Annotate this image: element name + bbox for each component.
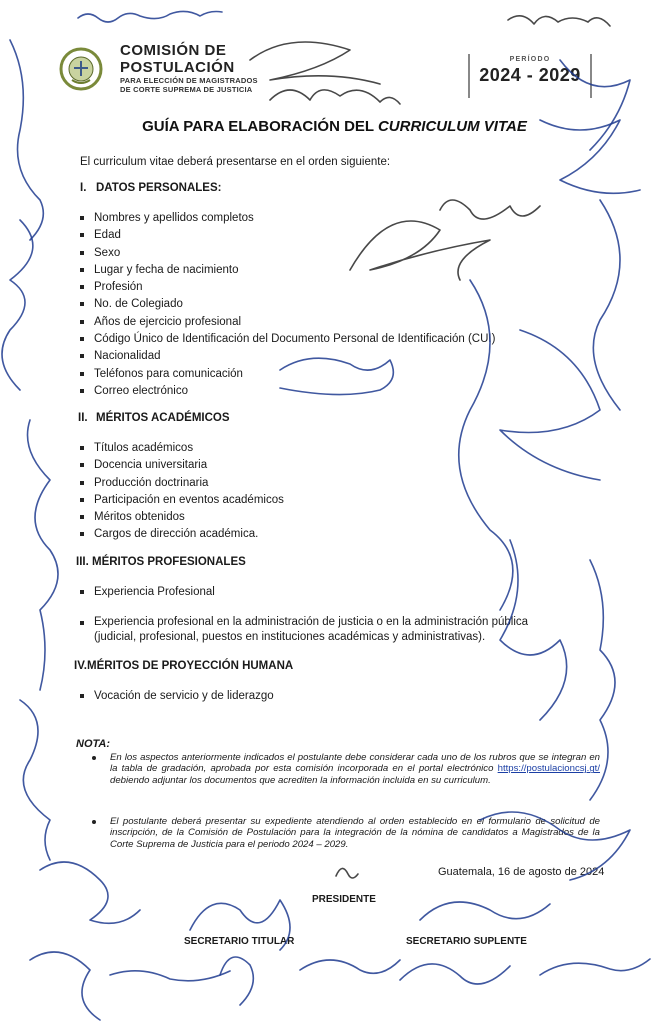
intro-text: El curriculum vitae deberá presentarse en el orden siguiente: (80, 156, 391, 168)
signature-mark (540, 959, 650, 975)
nota-title: NOTA: (76, 738, 111, 750)
section-number: III. (76, 556, 89, 568)
signature-mark (2, 220, 33, 390)
nota-item-1 (110, 752, 600, 786)
section-title-4 (74, 660, 293, 672)
secretary-suplente-label: SECRETARIO SUPLENTE (406, 936, 527, 947)
list-item: Méritos obtenidos (80, 509, 284, 526)
signature-mark (400, 964, 510, 984)
list-item: Código Único de Identificación del Documento Personal de Identificación (CUI) (80, 331, 495, 348)
section-number: IV. (74, 660, 88, 672)
nota-text: En los aspectos anteriormente indicados el postulante debe considerar cada uno de los rubros que se integran en la tabla de gradación, aprobada por esta comisión incorporada en el portal electrónico (110, 752, 600, 775)
signature-mark (110, 971, 230, 981)
list-item: Edad (80, 227, 495, 244)
list-item: Sexo (80, 245, 495, 262)
period-value: 2024 - 2029 (479, 65, 581, 85)
section-title-3 (76, 556, 246, 568)
signature-mark (420, 902, 550, 920)
nota-item-2: El postulante deberá presentar su expediente atendiendo al orden establecido en el formulario de solicitud de inscripción, de la Comisión de Postulación para la integración de la nómina de candidatos a Magistrados de la Corte Suprema de Justicia para el periodo 2024 – 2029. (110, 816, 600, 850)
list-item: Correo electrónico (80, 383, 495, 400)
signature-mark (40, 862, 140, 923)
brand-sub2: DE CORTE SUPREMA DE JUSTICIA (120, 85, 253, 94)
coat-of-arms-icon (58, 46, 104, 92)
period-label: PERÍODO (509, 56, 551, 63)
signature-mark (30, 952, 100, 1020)
list-item: Experiencia profesional en la administración de justicia o en la administración pública (judicial, profesional, puestos en instituciones académicas y administrativas). (80, 615, 570, 645)
list-item: Títulos académicos (80, 440, 284, 457)
list-item: Docencia universitaria (80, 457, 284, 474)
brand-block (120, 42, 258, 94)
list-item: Cargos de dirección académica. (80, 526, 284, 543)
section-number: II. (78, 412, 88, 424)
signature-mark (10, 40, 43, 240)
list-item: Lugar y fecha de nacimiento (80, 262, 495, 279)
signature-mark (300, 960, 400, 973)
signature-mark (336, 868, 358, 878)
title-main: GUÍA PARA ELABORACIÓN DEL (142, 118, 378, 135)
section-label: DATOS PERSONALES: (96, 182, 222, 194)
brand-line2: POSTULACIÓN (120, 59, 235, 76)
list-item: Teléfonos para comunicación (80, 366, 495, 383)
list-meritos-profesionales (80, 584, 570, 645)
section-title-2 (78, 412, 230, 424)
list-item: Nombres y apellidos completos (80, 210, 495, 227)
list-item: No. de Colegiado (80, 296, 495, 313)
signature-mark (20, 700, 50, 860)
list-item: Vocación de servicio y de liderazgo (80, 688, 274, 705)
signature-mark (28, 420, 59, 690)
period-box (468, 54, 592, 98)
list-item: Profesión (80, 279, 495, 296)
list-meritos-academicos (80, 440, 284, 544)
list-datos-personales (80, 210, 495, 400)
date-line: Guatemala, 16 de agosto de 2024 (438, 866, 605, 878)
signature-mark (593, 200, 620, 410)
nota-text: debiendo adjuntar los documentos que acrediten la información incluida en su curriculum. (110, 774, 491, 786)
section-label: MÉRITOS ACADÉMICOS (96, 412, 230, 424)
section-title-1 (80, 182, 221, 194)
page-title (0, 118, 669, 135)
section-label: MÉRITOS PROFESIONALES (92, 556, 246, 568)
signature-mark (500, 330, 600, 480)
list-proyeccion-humana (80, 688, 274, 705)
list-item: Participación en eventos académicos (80, 492, 284, 509)
secretary-titular-label: SECRETARIO TITULAR (184, 936, 295, 947)
signature-mark (220, 957, 253, 1005)
list-item: Producción doctrinaria (80, 475, 284, 492)
list-item: Nacionalidad (80, 348, 495, 365)
portal-link[interactable]: https://postulacioncsj.gt/ (497, 763, 600, 775)
header (58, 40, 618, 100)
title-italic: CURRICULUM VITAE (377, 118, 527, 135)
signature-mark (78, 11, 222, 22)
section-label: MÉRITOS DE PROYECCIÓN HUMANA (87, 660, 294, 672)
list-item: Experiencia Profesional (80, 584, 570, 601)
section-number: I. (80, 182, 87, 194)
list-item: Años de ejercicio profesional (80, 314, 495, 331)
brand-sub1: PARA ELECCIÓN DE MAGISTRADOS (120, 76, 258, 85)
president-label: PRESIDENTE (312, 894, 376, 905)
brand-line1: COMISIÓN DE (120, 42, 227, 59)
signature-mark (508, 16, 610, 26)
